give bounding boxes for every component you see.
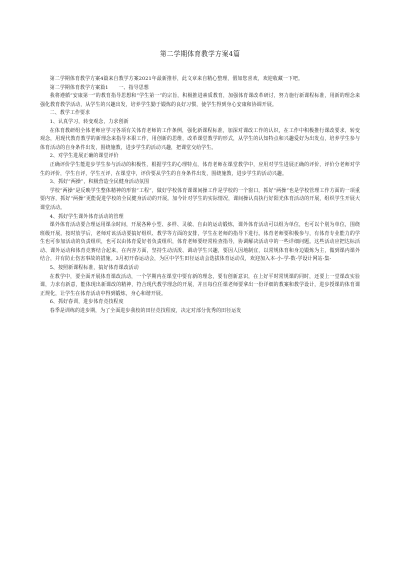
section2-heading: 二、教学工作要求 bbox=[49, 110, 91, 117]
item1-heading: 1、认真学习，转变观念，力求创新 bbox=[49, 118, 129, 125]
item5-heading: 5、按照新课程标准，搞好体育课改活动 bbox=[49, 265, 139, 272]
item2-paragraph: 正确评价学生能进步学生参与活动的积极性，根据学生的心理特点，体育老师在课堂教学中，应用对学生进展正确的评价，评价分老师对学生的评价，学生自评，学生互评，在课堂中，评价要从学生的自身条件出发，围绕施教，进步学生的活动兴趣。 bbox=[40, 161, 360, 177]
item5-paragraph: 在教学中，要全面开展体育课改活动，一个学期内在课堂中要有新的理念，要有创新意识，在上好平时常规课的同时，还要上一堂课改实验课，力求有新意，能体现出新课改的精神，符合现代教学理念的开展，并且每位任课老师要拿出一份详细的教案和教学设计，进步授课的体育课正规化，让学生在体育活动中得到锻炼，身心和谐开展。 bbox=[40, 273, 360, 297]
item6-paragraph: 春季是训练的进步期，为了全面进步我校的田径竞技程度，决定对部分优秀的田径运发 bbox=[49, 308, 242, 315]
intro-paragraph: 第二学期体育教学方案4篇来自教学方案2021年最新推荐，此文章来自精心整理，假如您喜欢，欢迎收藏一下吧。 bbox=[49, 76, 304, 82]
item4-heading: 4、抓好学生课外体育活动的管理 bbox=[49, 213, 124, 220]
item2-heading: 2、对学生进展正确的课堂评价 bbox=[49, 153, 119, 160]
page-title: 第二学期体育教学方案4篇 bbox=[159, 50, 241, 58]
section1-heading: 第二学期体育教学方案篇1 一、指导思想 bbox=[49, 84, 149, 91]
item3-paragraph: 学校“两操”是反映学生整体精神的形窗“工程”，做好学校体育课课间操工作是学校的一个窗口，抓好“两操”也是学校管理工作方面的一项重要内容，抓好“两操”更能促进学校的全民健身活动的开展。加今针对学生的实际情况，课间操认真执行好阳光体育活动的开展，组织学生开展大课堂活动。 bbox=[40, 187, 360, 211]
item6-heading: 6、抓好春训，进步体育竞技程度 bbox=[49, 299, 124, 306]
item3-heading: 3、抓好“两操”，积极营造全民健身活动氛围 bbox=[49, 179, 150, 186]
item1-paragraph: 在体育教研组全体老师应学习各项有关体育老师的工作条例，强化新课程标准，加深对课改工作的认识，在工作中积极推行课改要求，转变观念，用现代教育教学的新理念来指导本职工作，用创新的思维，改革课堂教学的形式，从学生的认知特点和兴趣爱好为出发点，培养学生参与体育活动的自身条件出发，围绕施教，进步学生的活动兴趣，把课堂交给学生。 bbox=[40, 127, 360, 151]
item4-paragraph: 课外体育活动要合理运用课余时间，开展各种小型、多样、灵敏、自由的运动锻炼，课外体育活动可以组为单位，也可以个别为单位，围绕班级开展。按时放学后，老师对该活动要搞好组织、教学等方面的安排，学生在老师的指导下进行。体育老师要积极参与，有体育专业能力的学生也可参加活动的负责组织，也可以由体育爱好者负责组织，体育老师要经常检查指导，协调解决活动中的一些详细问题。这些活动应把达标活动、课外运动和体育竞赛结合起来，在内容方面，坚持生动活泼、调动学生兴趣，要因人因地制宜，以常规体育和身边锻炼为主，做到课内课外结合，并有防止伤害事故的措施。3月初开春运动会，为区中学生田径运动会选拔体育运动员，欢迎加入本-小-学-数-学设计网站-集- bbox=[40, 222, 360, 263]
section1-paragraph: 我将遵循“安康第一”的教育指导思想和“学生第一”的宗旨，积极推进素质教育，加强体育课改革研讨，努力施行新课程标准，用新的理念来强化教育教学活动，从学生的兴趣出发，培养学生勤于锻炼的良好习惯，使学生得到身心安康和协调开展。 bbox=[40, 93, 360, 108]
